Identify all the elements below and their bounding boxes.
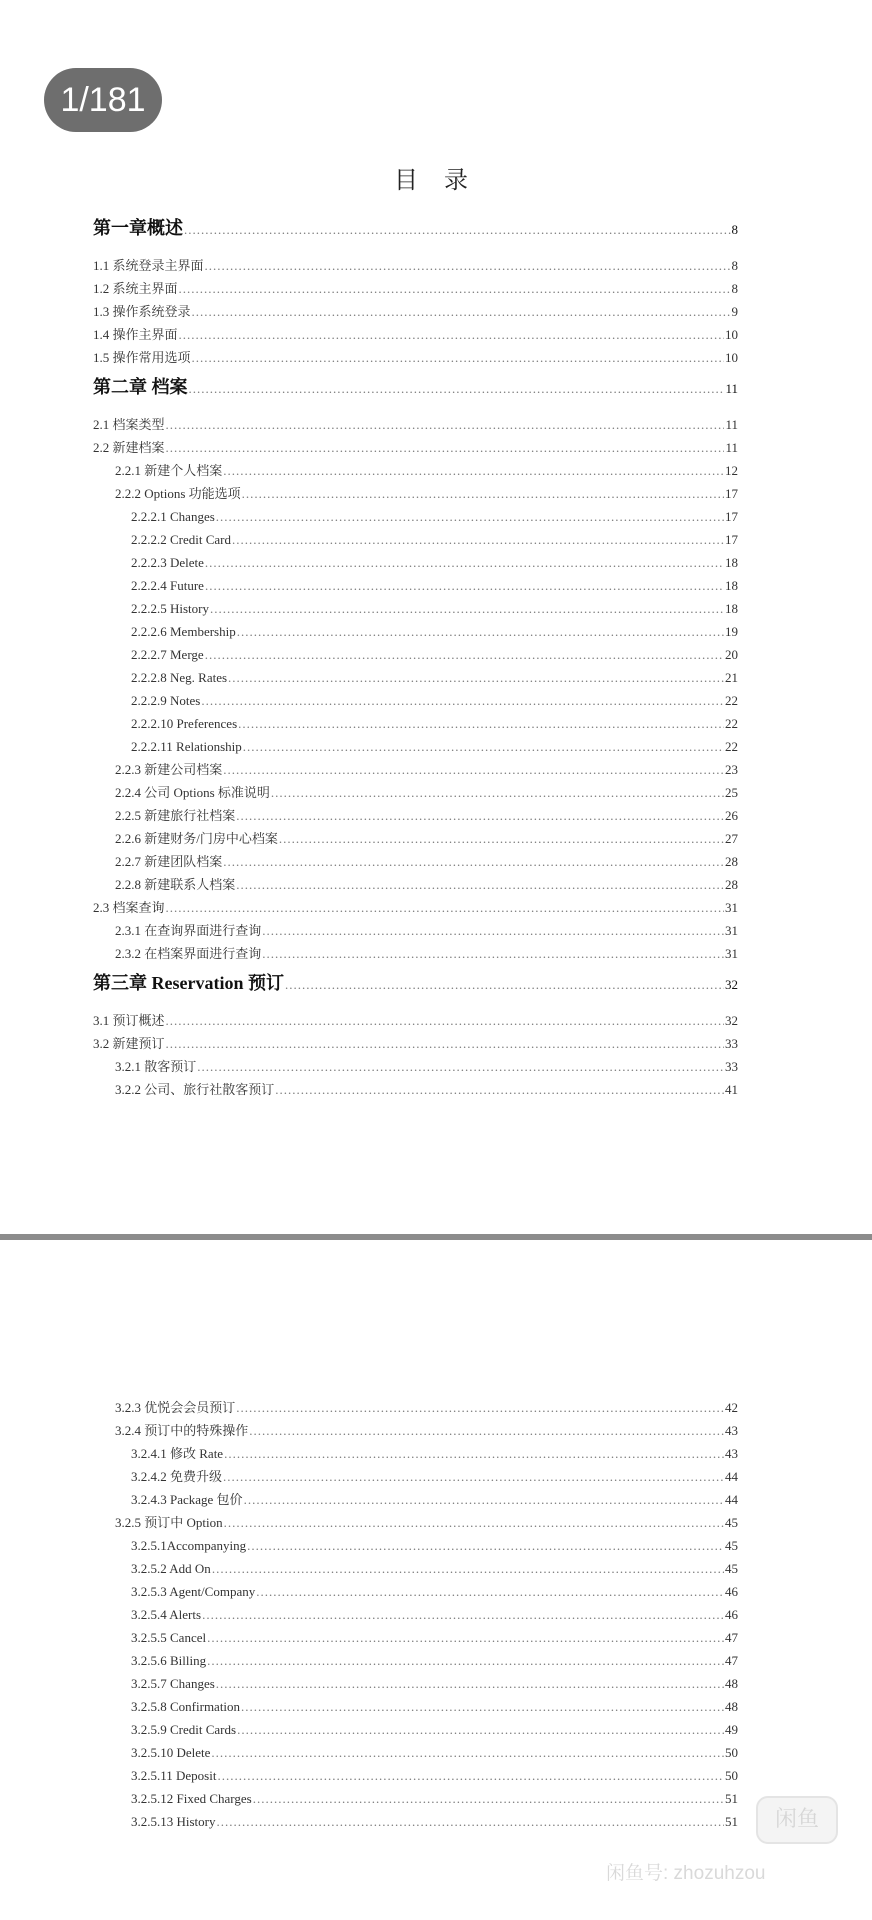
toc-leader-dots [166,1032,724,1055]
toc-page-number: 51 [725,1791,738,1806]
toc-leader-dots [238,712,724,735]
toc-leader-dots [236,804,724,827]
toc-entry-title: 2.2.2.5 History [131,601,209,616]
toc-entry [93,850,738,873]
watermark-text: 闲鱼号: zhozuhzou [606,1863,766,1884]
toc-entry [93,1465,738,1488]
toc-entry-title: 3.2.2 公司、旅行社散客预订 [115,1082,275,1097]
toc-entry-title: 3.2.4.1 修改 Rate [131,1446,224,1461]
toc-entry [93,1009,738,1032]
toc-entry-title: 2.2.8 新建联系人档案 [115,877,236,892]
toc-entry-title: 2.2.2.4 Future [131,578,204,593]
toc-entry [93,873,738,896]
toc-leader-dots [205,551,724,574]
toc-entry-title: 第一章概述 [93,218,183,238]
toc-entry [93,1626,738,1649]
toc-leader-dots [223,1465,724,1488]
toc-entry-title: 3.2.4.3 Package 包价 [131,1492,243,1507]
toc-leader-dots [232,528,724,551]
toc-entry-title: 1.1 系统登录主界面 [93,258,204,273]
toc-entry-title: 2.2.2.8 Neg. Rates [131,670,228,685]
toc-leader-dots [241,1695,724,1718]
toc-page-number: 31 [725,900,738,915]
toc-entry-title: 3.2.5.12 Fixed Charges [131,1791,252,1806]
toc-entry-title: 3.2.5.8 Confirmation [131,1699,241,1714]
toc-leader-dots [189,371,725,407]
toc-entry [93,1718,738,1741]
toc-leader-dots [224,1511,724,1534]
toc-entry-title: 3.2.5.5 Cancel [131,1630,207,1645]
toc-entry [93,781,738,804]
toc-entry [93,300,738,323]
toc-entry [93,1649,738,1672]
toc-entry-title: 2.2.2 Options 功能选项 [115,486,241,501]
toc-page-number: 10 [725,350,738,365]
toc-entry-title: 3.2.5.3 Agent/Company [131,1584,256,1599]
toc-entry-title: 第三章 Reservation 预订 [93,973,284,993]
toc-leader-dots [207,1649,724,1672]
toc-page-number: 48 [725,1699,738,1714]
toc-leader-dots [179,277,731,300]
toc-page-number: 17 [725,532,738,547]
toc-entry-title: 2.2.2.6 Membership [131,624,236,639]
toc-page-number: 11 [725,381,738,396]
toc-leader-dots [256,1580,724,1603]
toc-entry [93,712,738,735]
toc-page-number: 45 [725,1561,738,1576]
toc-page-number: 43 [725,1423,738,1438]
toc-entry [93,277,738,300]
toc-entry [93,1810,738,1833]
toc-leader-dots [166,413,725,436]
toc-entry-title: 3.2.5.4 Alerts [131,1607,202,1622]
toc-entry [93,758,738,781]
toc-entry-title: 2.2.2.1 Changes [131,509,215,524]
toc-entry [93,919,738,942]
toc-entry-title: 2.2.6 新建财务/门房中心档案 [115,831,278,846]
toc-leader-dots [271,781,724,804]
toc-page-number: 8 [731,258,738,273]
toc-page-number: 50 [725,1768,738,1783]
toc-leader-dots [207,1626,724,1649]
toc-leader-dots [253,1787,724,1810]
toc-entry [93,254,738,277]
toc-entry [93,1741,738,1764]
toc-leader-dots [205,574,724,597]
toc-leader-dots [202,1603,724,1626]
toc-leader-dots [237,1718,724,1741]
toc-page-number: 32 [725,977,738,992]
toc-entry-title: 2.3 档案查询 [93,900,165,915]
toc-page-number: 33 [725,1059,738,1074]
toc-leader-dots [210,597,724,620]
toc-entry [93,666,738,689]
toc-page-number: 21 [725,670,738,685]
toc-chapter-entry [93,965,738,1001]
toc-chapter-entry [93,210,738,246]
toc-entry-title: 3.2.5.10 Delete [131,1745,211,1760]
toc-page-number: 8 [731,222,738,237]
toc-page-number: 8 [731,281,738,296]
toc-entry [93,1672,738,1695]
toc-leader-dots [166,1009,724,1032]
toc-entry [93,620,738,643]
toc-page-number: 51 [725,1814,738,1829]
toc-entry [93,1603,738,1626]
toc-entry-title: 3.2.3 优悦会会员预订 [115,1400,236,1415]
toc-entry-title: 2.3.2 在档案界面进行查询 [115,946,262,961]
toc-entry [93,482,738,505]
toc-entry [93,1511,738,1534]
toc-title: 目 录 [394,168,478,194]
toc-page-number: 12 [725,463,738,478]
toc-page-number: 20 [725,647,738,662]
toc-page-number: 18 [725,555,738,570]
toc-entry-title: 2.2.4 公司 Options 标准说明 [115,785,270,800]
toc-entry-title: 3.2.5.6 Billing [131,1653,207,1668]
toc-leader-dots [211,1741,724,1764]
toc-leader-dots [205,643,724,666]
toc-entry-title: 3.2.5 预订中 Option [115,1515,223,1530]
toc-leader-dots [179,323,724,346]
toc-entry [93,1032,738,1055]
toc-leader-dots [237,620,724,643]
toc-leader-dots [243,735,724,758]
toc-page-number: 28 [725,854,738,869]
toc-page-number: 45 [725,1515,738,1530]
toc-entry [93,459,738,482]
toc-leader-dots [216,1672,724,1695]
toc-leader-dots [249,1419,724,1442]
toc-entry [93,505,738,528]
toc-entry [93,1764,738,1787]
toc-entry-title: 1.3 操作系统登录 [93,304,191,319]
toc-leader-dots [223,850,724,873]
toc-page-number: 22 [725,716,738,731]
toc-entry [93,436,738,459]
toc-entry-title: 3.2 新建预订 [93,1036,165,1051]
toc-page-number: 17 [725,486,738,501]
toc-leader-dots [275,1078,724,1101]
toc-page-number: 46 [725,1584,738,1599]
toc-entry [93,896,738,919]
toc-entry-title: 3.2.5.13 History [131,1814,216,1829]
toc-entry [93,827,738,850]
toc-page-number: 46 [725,1607,738,1622]
page-separator [0,1234,872,1240]
toc-entry-title: 3.2.4.2 免费升级 [131,1469,223,1484]
toc-leader-dots [242,482,724,505]
toc-entry [93,346,738,369]
toc-entry [93,1557,738,1580]
toc-page-number: 28 [725,877,738,892]
toc-entry [93,735,738,758]
toc-entry-title: 3.2.5.9 Credit Cards [131,1722,237,1737]
toc-page-number: 44 [725,1492,738,1507]
toc-entry-title: 1.4 操作主界面 [93,327,178,342]
toc-entry [93,1396,738,1419]
toc-leader-dots [197,1055,724,1078]
toc-page-number: 18 [725,601,738,616]
toc-page-number: 43 [725,1446,738,1461]
toc-page-number: 42 [725,1400,738,1415]
toc-page-number: 50 [725,1745,738,1760]
toc-leader-dots [262,919,724,942]
toc-page-number: 47 [725,1630,738,1645]
toc-page-number: 18 [725,578,738,593]
toc-entry [93,1078,738,1101]
toc-page-number: 9 [731,304,738,319]
toc-page-number: 19 [725,624,738,639]
toc-page-number: 32 [725,1013,738,1028]
toc-entry-title: 2.2.2.10 Preferences [131,716,238,731]
toc-entry [93,551,738,574]
toc-page-number: 27 [725,831,738,846]
toc-page-number: 31 [725,946,738,961]
toc-page-2 [93,1396,738,1833]
toc-entry [93,1442,738,1465]
toc-page-number: 11 [725,417,738,432]
toc-entry [93,413,738,436]
toc-leader-dots [216,505,724,528]
toc-leader-dots [217,1810,725,1833]
toc-leader-dots [285,967,724,1003]
toc-entry-title: 2.2.1 新建个人档案 [115,463,223,478]
toc-page-number: 11 [725,440,738,455]
toc-page-number: 25 [725,785,738,800]
toc-page-number: 26 [725,808,738,823]
toc-leader-dots [166,896,724,919]
toc-page-number: 45 [725,1538,738,1553]
toc-entry [93,804,738,827]
toc-page-number: 48 [725,1676,738,1691]
toc-entry-title: 2.2.5 新建旅行社档案 [115,808,236,823]
toc-entry-title: 2.1 档案类型 [93,417,165,432]
toc-entry [93,1419,738,1442]
toc-entry [93,643,738,666]
toc-entry [93,323,738,346]
toc-entry-title: 3.2.1 散客预订 [115,1059,197,1074]
toc-leader-dots [205,254,731,277]
toc-leader-dots [279,827,724,850]
toc-leader-dots [184,212,731,248]
xianyu-logo-icon: 闲鱼 [756,1796,838,1844]
toc-entry-title: 1.2 系统主界面 [93,281,178,296]
toc-entry-title: 2.2.3 新建公司档案 [115,762,223,777]
toc-page-number: 17 [725,509,738,524]
toc-entry-title: 2.2.2.3 Delete [131,555,204,570]
toc-page-number: 47 [725,1653,738,1668]
toc-page-number: 44 [725,1469,738,1484]
toc-entry-title: 3.2.5.11 Deposit [131,1768,217,1783]
toc-entry-title: 1.5 操作常用选项 [93,350,191,365]
toc-leader-dots [223,758,724,781]
toc-page-number: 22 [725,693,738,708]
toc-entry-title: 第二章 档案 [93,377,188,397]
toc-chapter-entry [93,369,738,405]
toc-leader-dots [224,1442,724,1465]
toc-entry-title: 2.2 新建档案 [93,440,165,455]
toc-entry [93,1695,738,1718]
toc-leader-dots [217,1764,724,1787]
toc-leader-dots [236,1396,724,1419]
toc-entry [93,528,738,551]
toc-page-number: 49 [725,1722,738,1737]
toc-page-number: 10 [725,327,738,342]
toc-entry-title: 3.2.4 预订中的特殊操作 [115,1423,249,1438]
toc-entry [93,1580,738,1603]
toc-entry-title: 3.2.5.7 Changes [131,1676,215,1691]
toc-entry-title: 2.2.2.2 Credit Card [131,532,232,547]
toc-page-1 [93,210,738,1101]
toc-entry [93,1534,738,1557]
toc-leader-dots [192,346,724,369]
toc-entry [93,597,738,620]
toc-page-number: 22 [725,739,738,754]
toc-entry-title: 2.2.2.11 Relationship [131,739,242,754]
toc-page-number: 41 [725,1082,738,1097]
toc-page-number: 23 [725,762,738,777]
toc-leader-dots [223,459,724,482]
toc-entry [93,1055,738,1078]
toc-leader-dots [201,689,724,712]
toc-entry [93,1488,738,1511]
toc-leader-dots [166,436,725,459]
toc-entry-title: 2.2.2.9 Notes [131,693,201,708]
toc-leader-dots [247,1534,724,1557]
toc-page-number: 33 [725,1036,738,1051]
page-indicator: 1/181 [44,68,162,132]
toc-leader-dots [228,666,724,689]
toc-entry-title: 2.2.2.7 Merge [131,647,204,662]
toc-leader-dots [192,300,731,323]
toc-entry [93,689,738,712]
toc-leader-dots [212,1557,724,1580]
toc-entry-title: 3.2.5.2 Add On [131,1561,211,1576]
toc-leader-dots [244,1488,724,1511]
toc-entry [93,1787,738,1810]
toc-entry-title: 3.1 预订概述 [93,1013,165,1028]
toc-page-number: 31 [725,923,738,938]
toc-entry [93,574,738,597]
toc-entry [93,942,738,965]
toc-entry-title: 3.2.5.1Accompanying [131,1538,247,1553]
toc-leader-dots [236,873,724,896]
toc-leader-dots [262,942,724,965]
toc-entry-title: 2.2.7 新建团队档案 [115,854,223,869]
toc-entry-title: 2.3.1 在查询界面进行查询 [115,923,262,938]
